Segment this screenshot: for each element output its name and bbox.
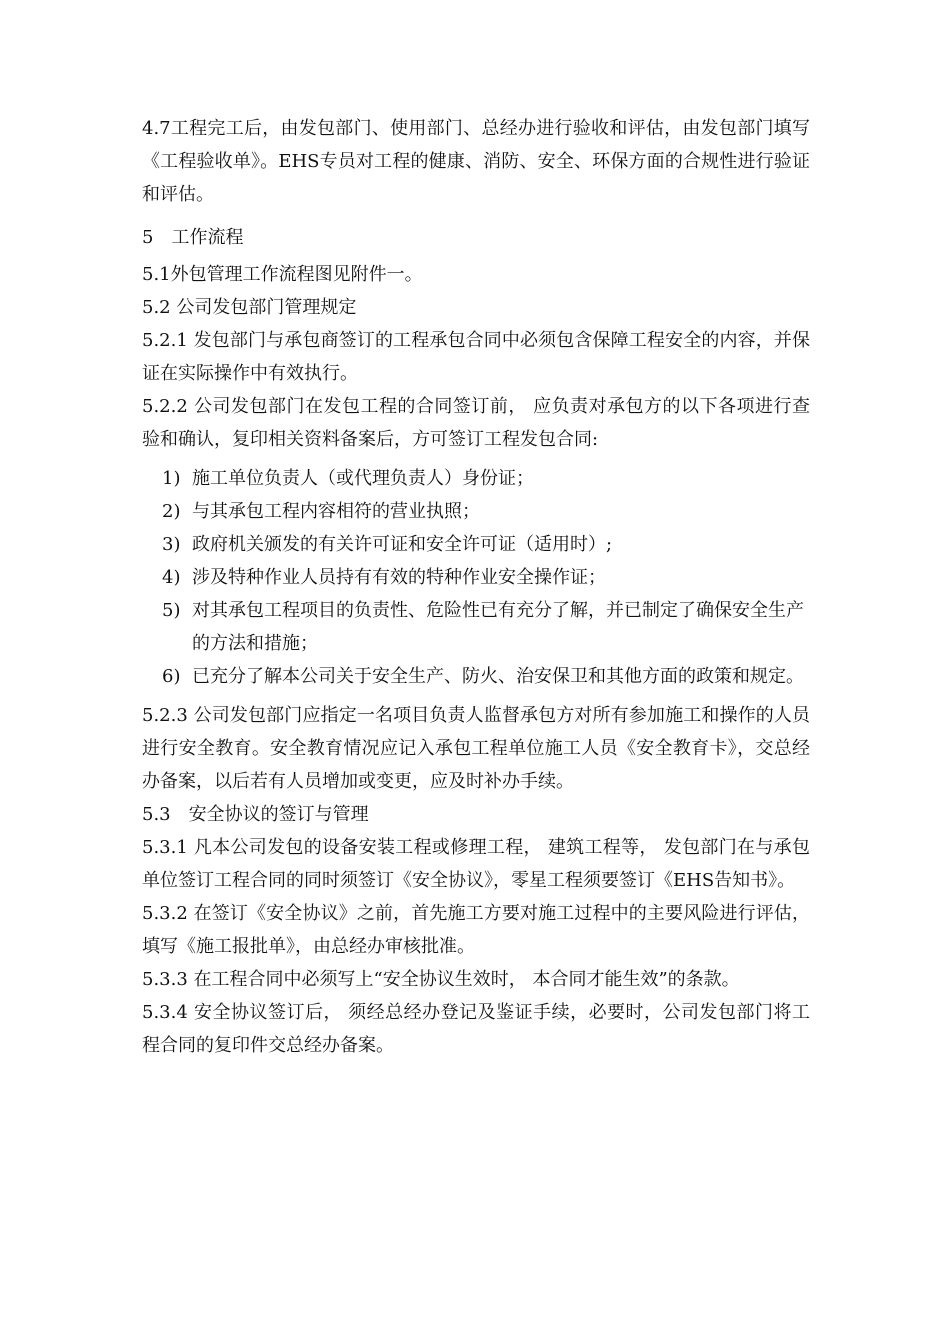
section-heading-5-3: 5.3 安全协议的签订与管理 <box>142 804 369 825</box>
list-item-text: 施工单位负责人（或代理负责人）身份证； <box>192 468 534 489</box>
list-item <box>142 462 810 495</box>
list-item-number: 1) <box>162 468 181 489</box>
list-item-text: 对其承包工程项目的负责性、危险性已有充分了解，并已制定了确保安全生产的方法和措施； <box>192 600 804 654</box>
list-item <box>142 528 810 561</box>
paragraph-4-7: 4.7工程完工后，由发包部门、使用部门、总经办进行验收和评估，由发包部门填写《工程验收单》。EHS专员对工程的健康、消防、安全、环保方面的合规性进行验证和评估。 <box>142 118 810 205</box>
list-item-number: 3) <box>162 534 181 555</box>
list-item <box>142 495 810 528</box>
paragraph-5-3-4: 5.3.4 安全协议签订后， 须经总经办登记及鉴证手续，必要时，公司发包部门将工程合同的复印件交总经办备案。 <box>142 1002 810 1056</box>
document-body <box>142 112 810 1062</box>
list-item-text: 已充分了解本公司关于安全生产、防火、治安保卫和其他方面的政策和规定。 <box>192 666 804 687</box>
list-item <box>142 594 810 660</box>
verification-list <box>142 462 810 693</box>
paragraph-5-2: 5.2 公司发包部门管理规定 <box>142 297 357 318</box>
paragraph-5-3-1: 5.3.1 凡本公司发包的设备安装工程或修理工程， 建筑工程等， 发包部门在与承包单位签订工程合同的同时须签订《安全协议》，零星工程须要签订《EHS告知书》。 <box>142 837 810 891</box>
list-item-number: 2) <box>162 501 181 522</box>
list-item-text: 涉及特种作业人员持有有效的特种作业安全操作证； <box>192 567 606 588</box>
list-item-text: 政府机关颁发的有关许可证和安全许可证（适用时）; <box>192 534 613 555</box>
list-item <box>142 660 810 693</box>
paragraph-5-3-2: 5.3.2 在签订《安全协议》之前，首先施工方要对施工过程中的主要风险进行评估，填写《施工报批单》，由总经办审核批准。 <box>142 903 810 957</box>
list-item <box>142 561 810 594</box>
section-heading-5: 5 工作流程 <box>142 227 244 248</box>
paragraph-5-3-3: 5.3.3 在工程合同中必须写上“安全协议生效时， 本合同才能生效”的条款。 <box>142 969 740 990</box>
paragraph-5-1: 5.1外包管理工作流程图见附件一。 <box>142 264 423 285</box>
paragraph-5-2-2: 5.2.2 公司发包部门在发包工程的合同签订前， 应负责对承包方的以下各项进行查验和确认，复印相关资料备案后，方可签订工程发包合同: <box>142 396 810 450</box>
list-item-number: 4) <box>162 567 181 588</box>
list-item-text: 与其承包工程内容相符的营业执照； <box>192 501 480 522</box>
paragraph-5-2-1: 5.2.1 发包部门与承包商签订的工程承包合同中必须包含保障工程安全的内容，并保证在实际操作中有效执行。 <box>142 330 810 384</box>
list-item-number: 6) <box>162 666 181 687</box>
list-item-number: 5) <box>162 600 181 621</box>
paragraph-5-2-3: 5.2.3 公司发包部门应指定一名项目负责人监督承包方对所有参加施工和操作的人员进行安全教育。安全教育情况应记入承包工程单位施工人员《安全教育卡》，交总经办备案，以后若有人员增加或变更，应及时补办手续。 <box>142 705 810 792</box>
